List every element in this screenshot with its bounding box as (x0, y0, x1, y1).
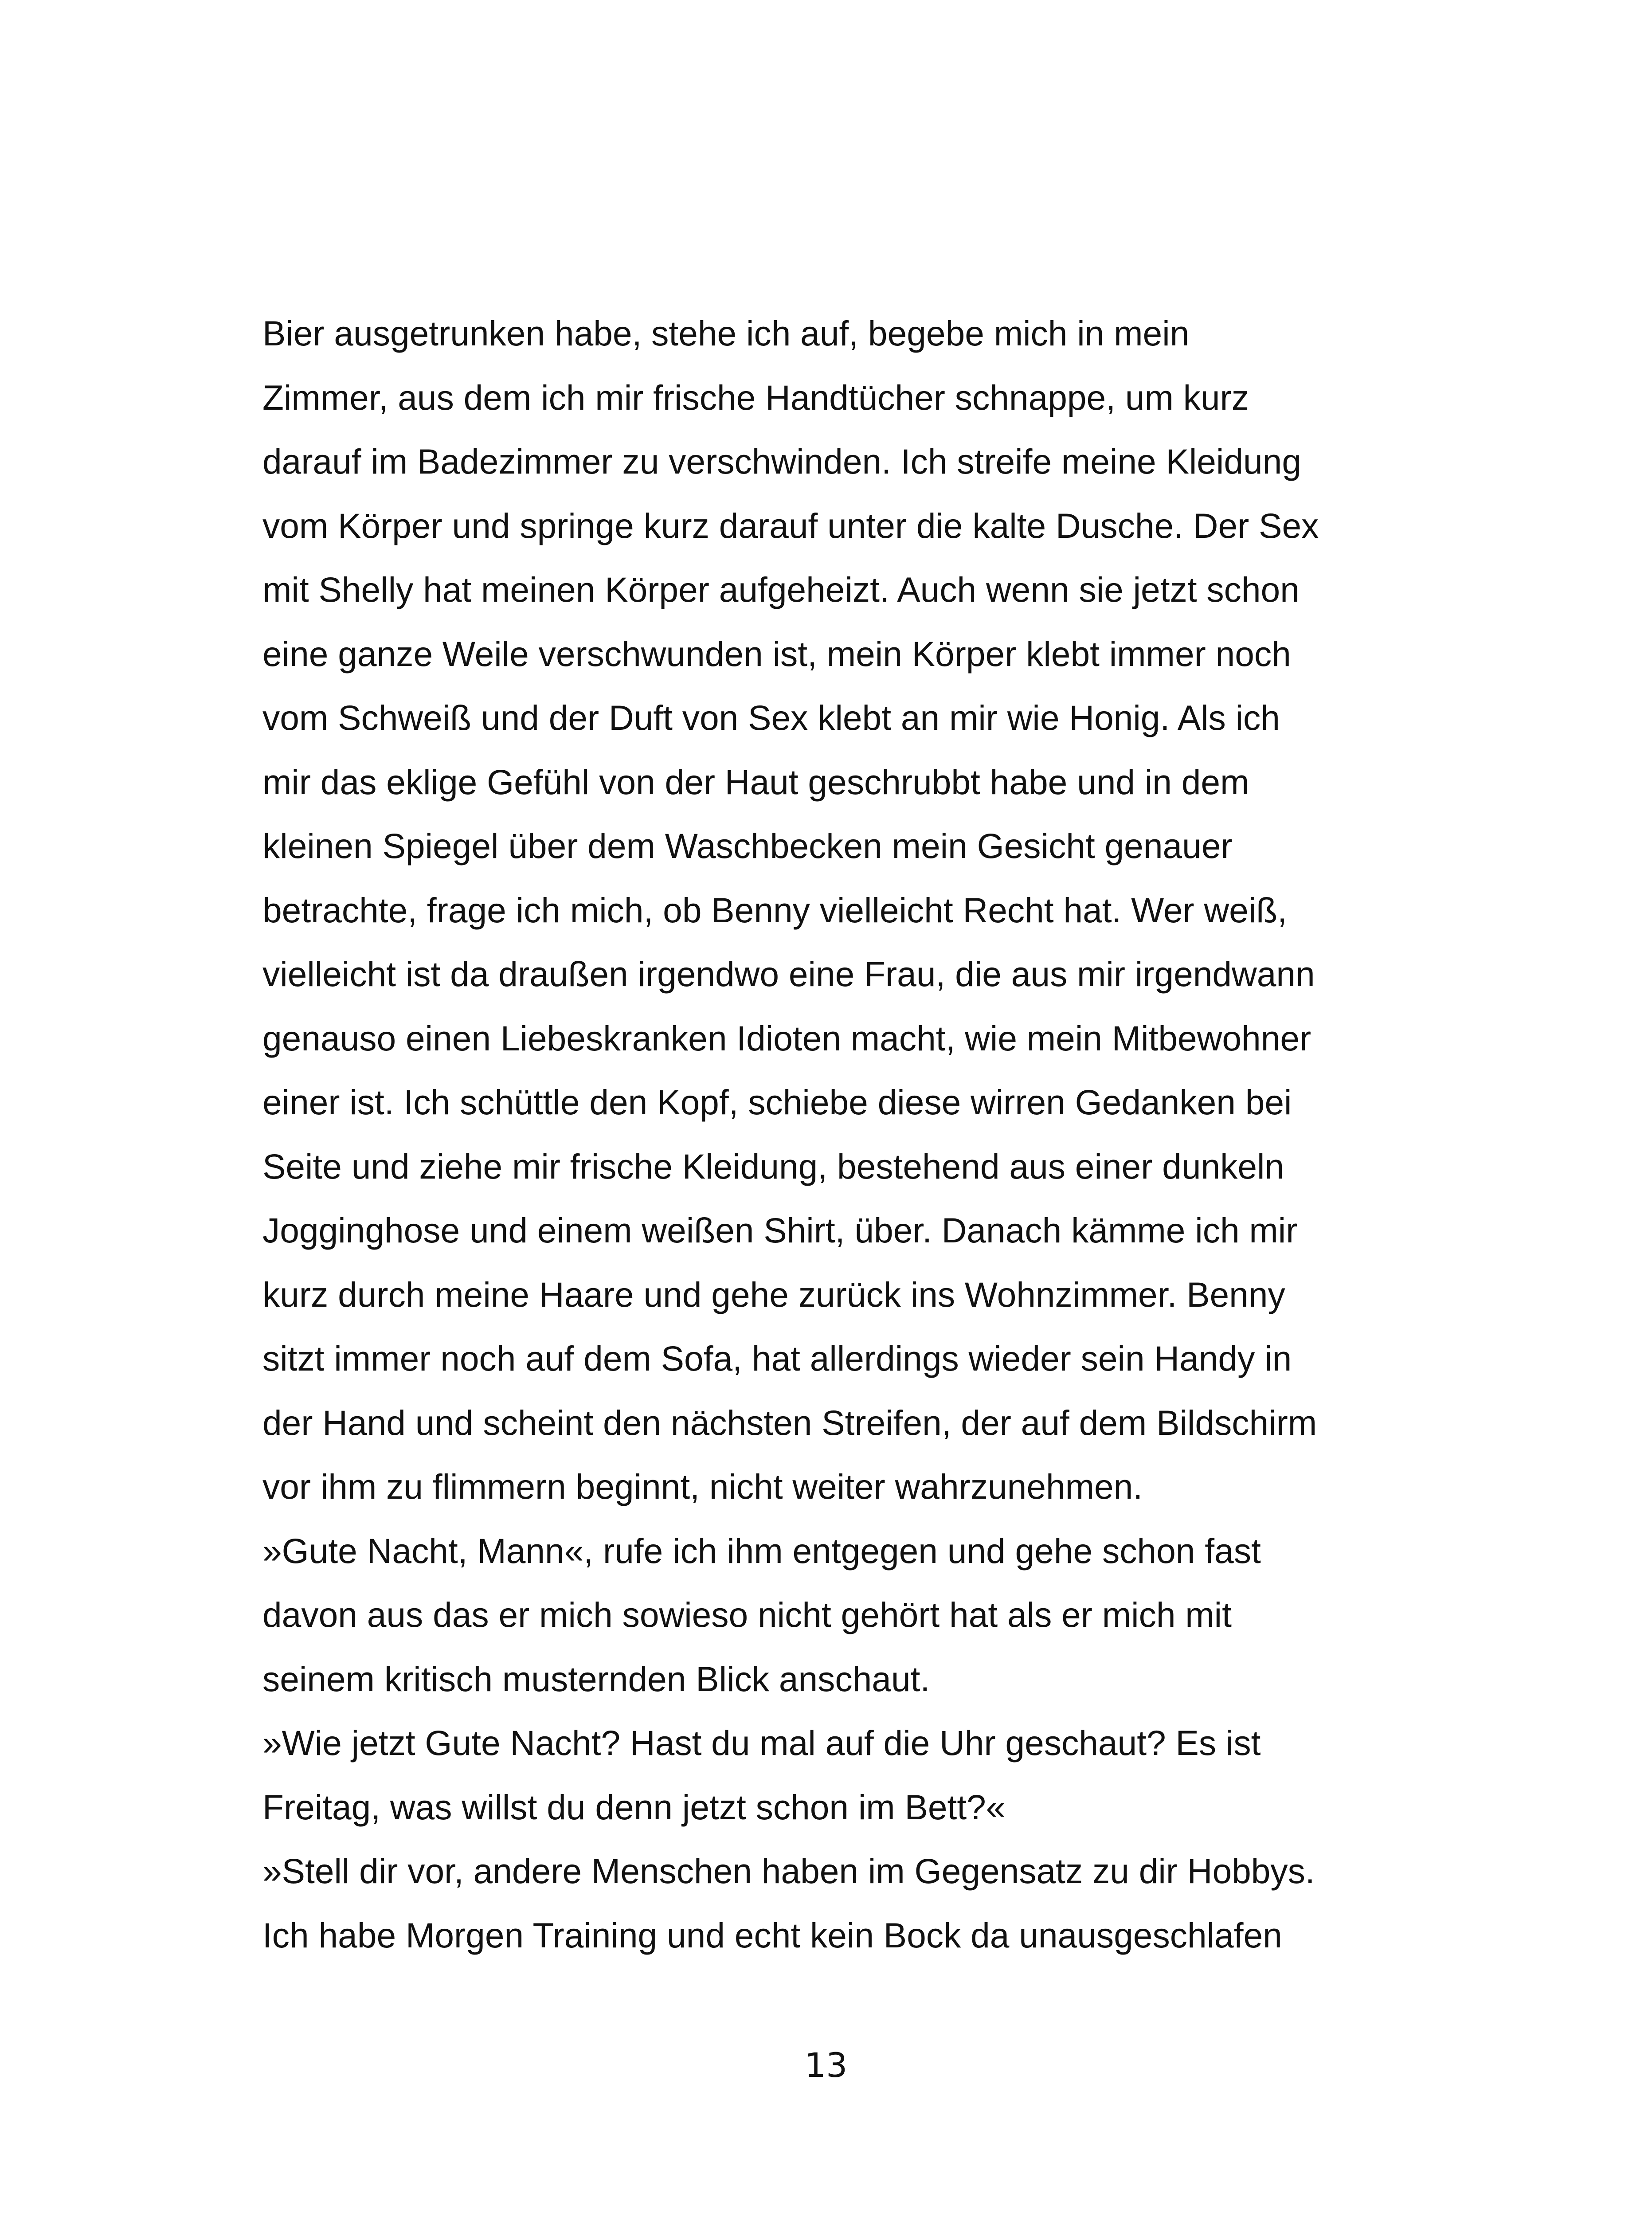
page-number: 13 (804, 2045, 848, 2085)
text-line: eine ganze Weile verschwunden ist, mein Körper klebt immer noch (262, 634, 1291, 674)
text-line: vom Schweiß und der Duft von Sex klebt an mir wie Honig. Als ich (262, 698, 1280, 737)
text-line: betrachte, frage ich mich, ob Benny vielleicht Recht hat. Wer weiß, (262, 890, 1287, 930)
text-line: Ich habe Morgen Training und echt kein Bock da unausgeschlafen (262, 1915, 1282, 1955)
text-line: mir das eklige Gefühl von der Haut geschrubbt habe und in dem (262, 762, 1249, 802)
text-line: Jogginghose und einem weißen Shirt, über. Danach kämme ich mir (262, 1211, 1298, 1250)
text-line: »Wie jetzt Gute Nacht? Hast du mal auf die Uhr geschaut? Es ist (262, 1723, 1261, 1763)
text-line: Seite und ziehe mir frische Kleidung, bestehend aus einer dunkeln (262, 1147, 1284, 1186)
text-line: sitzt immer noch auf dem Sofa, hat allerdings wieder sein Handy in (262, 1339, 1292, 1378)
text-line: Freitag, was willst du denn jetzt schon im Bett?« (262, 1787, 1006, 1827)
text-line: seinem kritisch musternden Blick anschaut. (262, 1659, 930, 1699)
text-line: der Hand und scheint den nächsten Streifen, der auf dem Bildschirm (262, 1403, 1317, 1442)
body-text (262, 302, 1398, 1967)
text-line: davon aus das er mich sowieso nicht gehört hat als er mich mit (262, 1595, 1232, 1634)
text-line: Bier ausgetrunken habe, stehe ich auf, begebe mich in mein (262, 314, 1190, 353)
text-line: »Gute Nacht, Mann«, rufe ich ihm entgegen und gehe schon fast (262, 1531, 1261, 1571)
text-line: Zimmer, aus dem ich mir frische Handtücher schnappe, um kurz (262, 378, 1249, 417)
text-line: kleinen Spiegel über dem Waschbecken mein Gesicht genauer (262, 826, 1233, 866)
text-line: genauso einen Liebeskranken Idioten macht, wie mein Mitbewohner (262, 1018, 1311, 1058)
text-line: vielleicht ist da draußen irgendwo eine Frau, die aus mir irgendwann (262, 955, 1315, 994)
text-line: »Stell dir vor, andere Menschen haben im Gegensatz zu dir Hobbys. (262, 1852, 1315, 1891)
text-line: vom Körper und springe kurz darauf unter die kalte Dusche. Der Sex (262, 506, 1319, 545)
text-line: kurz durch meine Haare und gehe zurück ins Wohnzimmer. Benny (262, 1275, 1285, 1314)
text-line: darauf im Badezimmer zu verschwinden. Ich streife meine Kleidung (262, 442, 1302, 481)
text-line: einer ist. Ich schüttle den Kopf, schiebe diese wirren Gedanken bei (262, 1083, 1292, 1122)
text-line: mit Shelly hat meinen Körper aufgeheizt. Auch wenn sie jetzt schon (262, 570, 1300, 609)
text-line: vor ihm zu flimmern beginnt, nicht weiter wahrzunehmen. (262, 1467, 1143, 1506)
